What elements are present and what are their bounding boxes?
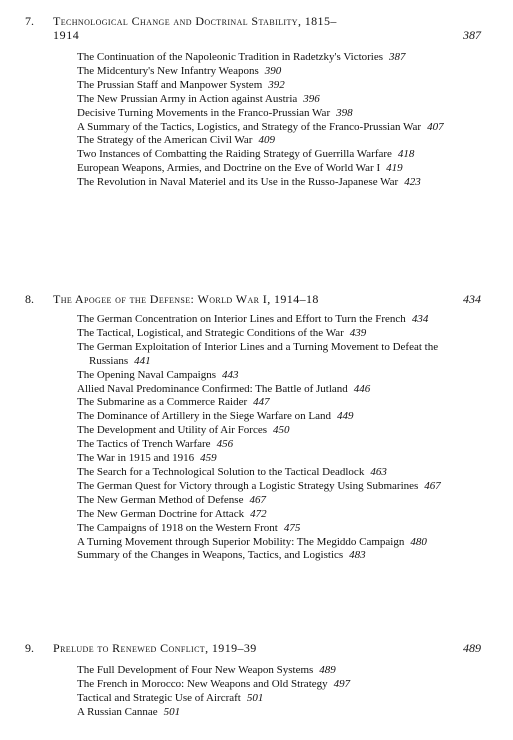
section-page-number: 434 bbox=[411, 313, 429, 325]
section-entry bbox=[77, 706, 477, 720]
section-entry bbox=[77, 522, 477, 536]
section-entry bbox=[77, 424, 477, 438]
section-page-number: 396 bbox=[303, 92, 320, 105]
chapter-number: 9. bbox=[25, 641, 34, 655]
section-page-number: 419 bbox=[386, 162, 403, 175]
chapter-page-number: 489 bbox=[463, 641, 481, 655]
section-page-number: 501 bbox=[246, 691, 264, 704]
section-page-number: 443 bbox=[222, 368, 239, 381]
section-page-number: 398 bbox=[336, 106, 353, 119]
section-title: The German Quest for Victory through a Logistic Strategy Using Submarines bbox=[77, 479, 419, 492]
section-page-number: 501 bbox=[163, 705, 181, 718]
section-page-number: 390 bbox=[264, 64, 282, 77]
section-entry bbox=[77, 176, 477, 190]
chapter-title: Technological Change and Doctrinal Stability, 1815– bbox=[53, 14, 337, 28]
section-page-number: 423 bbox=[404, 176, 421, 189]
section-title: The German Exploitation of Interior Lines and a Turning Movement to Defeat the Russians bbox=[77, 340, 439, 367]
section-page-number: 418 bbox=[397, 148, 415, 161]
section-title: Allied Naval Predominance Confirmed: The Battle of Jutland bbox=[77, 382, 348, 395]
section-entry bbox=[77, 121, 477, 135]
section-entry bbox=[77, 452, 477, 466]
chapter-title-continuation: 1914 bbox=[53, 28, 80, 42]
section-entry bbox=[77, 369, 477, 383]
section-title: The Dominance of Artillery in the Siege Warfare on Land bbox=[77, 410, 331, 423]
section-entry bbox=[77, 162, 477, 176]
section-title: The Midcentury's New Infantry Weapons bbox=[77, 64, 259, 77]
chapter-number: 8. bbox=[25, 292, 34, 306]
section-entry bbox=[77, 549, 477, 563]
section-page-number: 387 bbox=[389, 51, 406, 63]
section-entry bbox=[77, 79, 477, 93]
section-title: The German Concentration on Interior Lines and Effort to Turn the French bbox=[77, 313, 406, 325]
section-entry bbox=[77, 396, 477, 410]
section-page-number: 472 bbox=[250, 507, 267, 520]
section-title: European Weapons, Armies, and Doctrine on the Eve of World War I bbox=[77, 162, 381, 175]
section-page-number: 449 bbox=[336, 410, 354, 423]
section-page-number: 447 bbox=[253, 396, 270, 409]
section-title: The Submarine as a Commerce Raider bbox=[77, 396, 248, 409]
section-title: Summary of the Changes in Weapons, Tactics, and Logistics bbox=[77, 549, 344, 562]
section-page-number: 475 bbox=[283, 521, 301, 534]
chapter-page-number: 387 bbox=[463, 28, 481, 42]
section-title: The Prussian Staff and Manpower System bbox=[77, 78, 263, 91]
section-page-number: 489 bbox=[319, 664, 336, 676]
section-title: The Full Development of Four New Weapon Systems bbox=[77, 664, 314, 676]
section-page-number: 446 bbox=[353, 382, 371, 395]
section-page-number: 441 bbox=[134, 354, 151, 367]
section-page-number: 407 bbox=[427, 120, 444, 133]
chapter-7-section-list bbox=[77, 51, 477, 190]
chapter-9-section-list bbox=[77, 664, 477, 720]
chapter-8-section-list bbox=[77, 313, 477, 563]
section-entry bbox=[77, 494, 477, 508]
section-title: A Russian Cannae bbox=[77, 705, 158, 718]
section-entry bbox=[77, 678, 477, 692]
section-page-number: 480 bbox=[410, 535, 427, 548]
section-page-number: 467 bbox=[424, 479, 441, 492]
section-entry bbox=[77, 410, 477, 424]
section-entry bbox=[77, 383, 477, 397]
section-entry bbox=[77, 341, 477, 369]
section-entry bbox=[77, 536, 477, 550]
section-title: The Strategy of the American Civil War bbox=[77, 134, 253, 147]
section-title: The Opening Naval Campaigns bbox=[77, 368, 216, 381]
chapter-number: 7. bbox=[25, 14, 34, 28]
section-entry bbox=[77, 65, 477, 79]
section-entry bbox=[77, 664, 477, 678]
section-title: The New German Method of Defense bbox=[77, 493, 244, 506]
section-title: The Continuation of the Napoleonic Tradition in Radetzky's Victories bbox=[77, 51, 384, 63]
section-entry bbox=[77, 93, 477, 107]
section-entry bbox=[77, 466, 477, 480]
section-page-number: 392 bbox=[268, 78, 285, 91]
section-title: The Tactical, Logistical, and Strategic Conditions of the War bbox=[77, 326, 344, 339]
section-entry bbox=[77, 692, 477, 706]
section-entry bbox=[77, 480, 477, 494]
section-title: The New German Doctrine for Attack bbox=[77, 507, 245, 520]
chapter-title: The Apogee of the Defense: World War I, 1914–18 bbox=[53, 292, 319, 306]
section-page-number: 439 bbox=[349, 326, 367, 339]
chapter-page-number: 434 bbox=[463, 292, 481, 306]
section-title: A Summary of the Tactics, Logistics, and Strategy of the Franco-Prussian War bbox=[77, 120, 422, 133]
section-entry bbox=[77, 107, 477, 121]
section-title: A Turning Movement through Superior Mobility: The Megiddo Campaign bbox=[77, 535, 405, 548]
section-title: The New Prussian Army in Action against Austria bbox=[77, 92, 298, 105]
section-entry bbox=[77, 148, 477, 162]
section-entry bbox=[77, 51, 477, 65]
section-title: Two Instances of Combatting the Raiding Strategy of Guerrilla Warfare bbox=[77, 148, 392, 161]
chapter-title: Prelude to Renewed Conflict, 1919–39 bbox=[53, 641, 257, 655]
section-entry bbox=[77, 134, 477, 148]
section-entry bbox=[77, 327, 477, 341]
section-page-number: 450 bbox=[273, 424, 290, 437]
section-entry bbox=[77, 313, 477, 327]
section-title: The French in Morocco: New Weapons and Old Strategy bbox=[77, 677, 328, 690]
section-entry bbox=[77, 438, 477, 452]
section-title: The Search for a Technological Solution to the Tactical Deadlock bbox=[77, 465, 365, 478]
section-page-number: 456 bbox=[216, 438, 234, 451]
section-title: The Tactics of Trench Warfare bbox=[77, 438, 211, 451]
section-title: Tactical and Strategic Use of Aircraft bbox=[77, 691, 241, 704]
section-page-number: 497 bbox=[333, 677, 351, 690]
section-page-number: 483 bbox=[349, 549, 366, 562]
section-title: The Development and Utility of Air Forces bbox=[77, 424, 268, 437]
section-page-number: 409 bbox=[258, 134, 275, 147]
section-page-number: 463 bbox=[370, 465, 387, 478]
section-title: The Campaigns of 1918 on the Western Front bbox=[77, 521, 278, 534]
section-page-number: 467 bbox=[249, 493, 266, 506]
section-page-number: 459 bbox=[200, 452, 217, 465]
section-title: The War in 1915 and 1916 bbox=[77, 452, 195, 465]
section-entry bbox=[77, 508, 477, 522]
section-title: The Revolution in Naval Materiel and its Use in the Russo-Japanese War bbox=[77, 176, 399, 189]
section-title: Decisive Turning Movements in the Franco-Prussian War bbox=[77, 106, 331, 119]
